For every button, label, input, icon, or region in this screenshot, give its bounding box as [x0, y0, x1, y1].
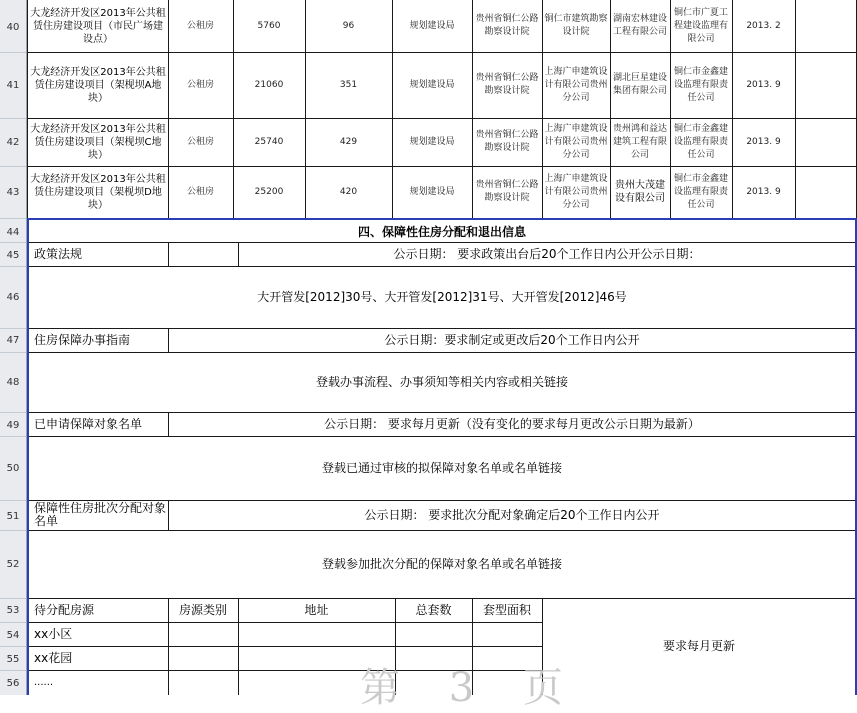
row-number: 40: [6, 22, 20, 33]
start-date[interactable]: 2013. 2: [746, 20, 781, 31]
construction-unit[interactable]: 贵州大茂建设有限公司: [615, 180, 665, 204]
start-date[interactable]: 2013. 9: [746, 186, 781, 197]
project-name[interactable]: 大龙经济开发区2013年公共租赁住房建设项目（架枧坝A地块）: [30, 66, 166, 104]
start-date[interactable]: 2013. 9: [746, 136, 781, 147]
row-number: 45: [6, 250, 20, 261]
pending-row-name[interactable]: xx花园: [34, 650, 73, 665]
row-number: 50: [6, 463, 20, 474]
pending-header-total[interactable]: 总套数: [415, 602, 452, 617]
applicants-label[interactable]: 已申请保障对象名单: [34, 416, 143, 431]
row-number: 56: [6, 678, 20, 689]
building-area[interactable]: 21060: [254, 79, 284, 90]
guide-content[interactable]: 登载办事流程、办事须知等相关内容或相关链接: [315, 374, 568, 389]
construction-unit[interactable]: 贵州鸿和益达建筑工程有限公司: [612, 123, 667, 160]
page-watermark: 第 3 页: [360, 665, 581, 711]
pending-header-area[interactable]: 套型面积: [482, 602, 531, 617]
applicants-content[interactable]: 登载已通过审核的拟保障对象名单或名单链接: [321, 460, 562, 475]
construction-unit[interactable]: 湖南宏林建设工程有限公司: [612, 14, 667, 37]
approver[interactable]: 规划建设局: [409, 79, 455, 90]
housing-type[interactable]: 公租房: [186, 20, 214, 31]
batch-notice[interactable]: 公示日期： 要求批次分配对象确定后20个工作日内公开: [364, 507, 660, 522]
survey-unit[interactable]: 贵州省铜仁公路勘察设计院: [475, 73, 539, 96]
housing-type[interactable]: 公租房: [186, 79, 214, 90]
row-number: 55: [6, 654, 20, 665]
unit-count[interactable]: 96: [342, 20, 355, 31]
unit-count[interactable]: 351: [339, 79, 358, 90]
approver[interactable]: 规划建设局: [409, 20, 455, 31]
pending-header-type[interactable]: 房源类别: [178, 602, 227, 617]
survey-unit[interactable]: 贵州省铜仁公路勘察设计院: [475, 180, 539, 203]
applicants-notice[interactable]: 公示日期： 要求每月更新（没有变化的要求每月更改公示日期为最新）: [324, 416, 700, 431]
survey-unit[interactable]: 贵州省铜仁公路勘察设计院: [475, 14, 539, 37]
row-number: 53: [6, 605, 20, 616]
row-number: 51: [6, 511, 20, 522]
building-area[interactable]: 25740: [254, 136, 284, 147]
supervision-unit[interactable]: 铜仁市广夏工程建设监理有限公司: [673, 7, 728, 44]
guide-notice[interactable]: 公示日期：要求制定或更改后20个工作日内公开: [384, 332, 640, 347]
design-unit[interactable]: 上海广申建筑设计有限公司贵州分公司: [544, 66, 608, 103]
unit-count[interactable]: 429: [339, 136, 358, 147]
row-number: 43: [6, 187, 20, 198]
batch-content[interactable]: 登载参加批次分配的保障对象名单或名单链接: [321, 556, 562, 571]
project-name[interactable]: 大龙经济开发区2013年公共租赁住房建设项目（架枧坝C地块）: [30, 123, 166, 161]
building-area[interactable]: 25200: [254, 186, 284, 197]
row-header-column: [0, 0, 27, 695]
row-number: 49: [6, 420, 20, 431]
row-number: 48: [6, 377, 20, 388]
batch-label[interactable]: 保障性住房批次分配对象名单: [34, 501, 167, 528]
policy-notice[interactable]: 公示日期： 要求政策出台后20个工作日内公开公示日期：: [393, 246, 701, 261]
pending-row-name[interactable]: xx小区: [34, 626, 73, 641]
pending-header-source[interactable]: 待分配房源: [34, 602, 95, 617]
approver[interactable]: 规划建设局: [409, 186, 455, 197]
pending-header-address[interactable]: 地址: [304, 602, 329, 617]
row-number: 46: [6, 292, 20, 303]
start-date[interactable]: 2013. 9: [746, 79, 781, 90]
guide-label[interactable]: 住房保障办事指南: [34, 332, 131, 347]
building-area[interactable]: 5760: [257, 20, 281, 31]
supervision-unit[interactable]: 铜仁市金鑫建设监理有限责任公司: [673, 123, 728, 160]
row-number: 42: [6, 137, 20, 148]
section-title[interactable]: 四、保障性住房分配和退出信息: [357, 224, 526, 239]
spreadsheet-grid: [27, 0, 857, 695]
project-name[interactable]: 大龙经济开发区2013年公共租赁住房建设项目（架枧坝D地块）: [30, 173, 166, 211]
row-number: 54: [6, 630, 20, 641]
survey-unit[interactable]: 贵州省铜仁公路勘察设计院: [475, 130, 539, 153]
housing-type[interactable]: 公租房: [186, 186, 214, 197]
row-number: 47: [6, 335, 20, 346]
supervision-unit[interactable]: 铜仁市金鑫建设监理有限责任公司: [673, 173, 728, 210]
pending-update-note[interactable]: 要求每月更新: [662, 639, 735, 653]
policy-label[interactable]: 政策法规: [34, 246, 83, 261]
supervision-unit[interactable]: 铜仁市金鑫建设监理有限责任公司: [673, 66, 728, 103]
policy-content[interactable]: 大开管发[2012]30号、大开管发[2012]31号、大开管发[2012]46号: [257, 289, 627, 304]
pending-row-name[interactable]: ......: [34, 677, 54, 688]
project-name[interactable]: 大龙经济开发区2013年公共租赁住房建设项目（市民广场建设点）: [30, 7, 166, 45]
unit-count[interactable]: 420: [339, 186, 358, 197]
row-number: 41: [6, 80, 20, 91]
housing-type[interactable]: 公租房: [186, 136, 214, 147]
design-unit[interactable]: 铜仁市建筑勘察设计院: [544, 14, 608, 37]
design-unit[interactable]: 上海广申建筑设计有限公司贵州分公司: [544, 123, 608, 160]
approver[interactable]: 规划建设局: [409, 136, 455, 147]
row-number: 52: [6, 559, 20, 570]
construction-unit[interactable]: 湖北巨星建设集团有限公司: [612, 73, 667, 96]
row-number: 44: [6, 227, 20, 238]
design-unit[interactable]: 上海广申建筑设计有限公司贵州分公司: [544, 173, 608, 210]
